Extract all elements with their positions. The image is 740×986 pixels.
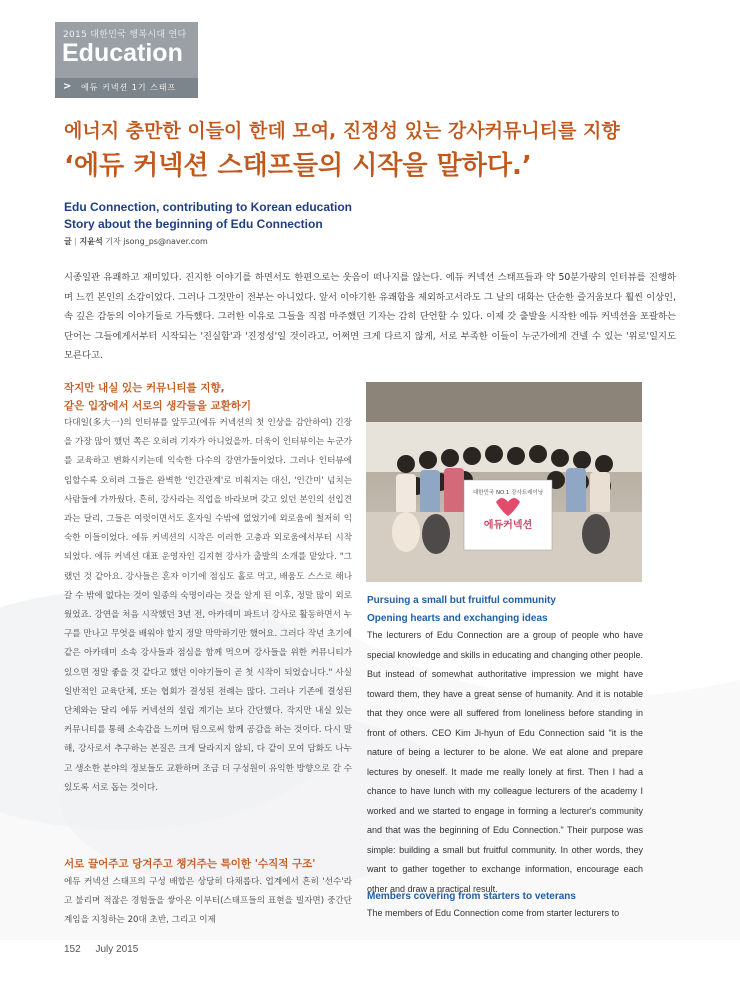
korean-section1-heading-line2: 같은 입장에서 서로의 생각들을 교환하기 <box>64 399 252 412</box>
group-photo <box>366 382 642 582</box>
korean-section2-heading: 서로 끌어주고 당겨주고 챙겨주는 특이한 '수직적 구조' <box>64 858 316 870</box>
english-section1-heading <box>367 592 556 627</box>
chevron-right-icon: > <box>63 81 72 92</box>
banner-title: 에듀커넥션 <box>483 520 533 531</box>
korean-section1-heading <box>64 380 251 415</box>
breadcrumb: 에듀 커넥션 1기 스태프 <box>81 83 177 92</box>
series-subtitle: 2015 대한민국 행복시대 연다 <box>63 30 187 40</box>
english-section2-body: The members of Edu Connection come from starter lecturers to <box>367 908 620 918</box>
group-photo-illustration <box>366 382 642 582</box>
english-section1-body: The lecturers of Edu Connection are a group of people who have special knowledge and skills in educating and changing other people. But instead of somewhat authoritative impression we might have toward them, they have a great sense of humanity. And it is notable that they once were all suffered from loneliness before standing in front of others. CEO Kim Ji-hyun of Edu Connection said "it is the nature of being a lecturer to be alone. We eat alone and prepare lectures by oneself. It made me really lonely at first. Then I had a chance to have lunch with my colleague lecturers of the academy I worked and we started to engage in forming a lecturer's community and that was the beginning of Edu Connection." Their purpose was simple: building a small but fruitful community. In other words, they want to gather together to exchange information, encourage each other and draw a practical result. <box>367 630 643 894</box>
banner-tagline: 대한민국 NO.1 강사트레이닝 <box>472 490 544 496</box>
headline-title: ‘에듀 커넥션 스태프들의 시작을 말하다.’ <box>64 151 532 181</box>
english-title-line1: Edu Connection, contributing to Korean education <box>64 200 352 214</box>
page-footer <box>64 944 150 955</box>
english-section2-heading: Members covering from starters to veterans <box>367 891 576 902</box>
author-name: 지윤석 <box>79 237 103 246</box>
english-title-line2: Story about the beginning of Edu Connection <box>64 217 323 231</box>
page-number: 152 <box>64 944 81 955</box>
breadcrumb-strip <box>55 78 198 98</box>
intro-paragraph: 시종일관 유쾌하고 재미있다. 진지한 이야기를 하면서도 한편으로는 웃음이 떠나지를 않는다. 에듀 커넥션 스태프들과 약 50분가량의 인터뷰를 진행하며 느낀 본인의 소감이었다. 그러나 그것만이 전부는 아니었다. 앞서 이야기한 유쾌함을 제외하고서라도 그 날의 대화는 단순한 즐거움보다 훨씬 이상인, 속 깊은 감동의 이야기들로 가득했다. 그러한 이유로 그들을 직접 마주했던 기자는 감히 단언할 수 있다. 이제 갓 출발을 시작한 에듀 커넥션을 포괄하는 단어는 그들에게서부터 시작되는 '진실함'과 '진정성'일 것이라고, 어쩌면 크게 다르지 않게, 서로 부족한 이들이 누군가에게 건넬 수 있는 '위로'일지도 모른다고. <box>64 272 676 361</box>
korean-section1-heading-line1: 작지만 내실 있는 커뮤니티를 지향, <box>64 382 225 394</box>
korean-section2-body: 에듀 커넥션 스태프의 구성 배합은 상당히 다채롭다. 업계에서 흔히 '선수'라고 불리며 적잖은 경험들을 쌓아온 이부터(스태프들의 표현을 빌자면) 중간단계임을 지칭하는 20대 초반, 그리고 이제 <box>64 877 352 926</box>
english-section1-heading-line1: Pursuing a small but fruitful community <box>367 595 556 606</box>
byline: 글 | 지윤석 기자 jsong_ps@naver.com <box>64 237 208 246</box>
author-email: jsong_ps@naver.com <box>123 237 208 246</box>
issue-date: July 2015 <box>95 944 139 955</box>
korean-section1-body: 다대일(多大一)의 인터뷰를 앞두고(에듀 커넥션의 첫 인상을 감안하여) 긴장을 가장 많이 했던 쪽은 오히려 기자가 아니었을까. 더욱이 인터뷰이는 누군가를 교육하고 변화시키는데 익숙한 다수의 강연가들이었다. 그러나 인터뷰에 임할수록 오히려 그들은 완벽한 '인간관계'로 비춰지는 대신, '인간미' 넘치는 사람들에 가까웠다. 흔히, 강사라는 직업을 바라보며 갖고 있던 본인의 선입견과는 달리, 그들은 여럿이면서도 혼자일 수밖에 없었기에 외로움에 철저히 익숙한 이들이었다. 에듀 커넥션의 시작은 이러한 고충과 외로움에서부터 시작되었다. 에듀 커넥션 대표 운영자인 김지현 강사가 출발의 소개를 맡았다. "그랬던 것 같아요. 강사들은 혼자 이기에 점심도 홀로 먹고, 배움도 스스로 해나갈 수 밖에 없다는 것이 일종의 숙명이라는 것을 알게 된 이후, 정말 많이 외로웠었죠. 강연을 처음 시작했던 3년 전, 아카데미 파트너 강사로 활동하면서 누구를 만나고 무엇을 배워야 할지 정말 막막하기만 했어요. 그러다 작년 초기에 같은 아카데미 소속 강사들과 점심을 함께 먹으며 강사들을 위한 커뮤니티가 있으면 정말 좋을 것 같다고 했던 이야기들이 곧 첫 시작이 되었습니다." 사실 일반적인 교육단체, 또는 협회가 결성된 전례는 많다. 그러나 기존에 결성된 단체와는 달리 에듀 커넥션의 설립 계기는 보다 간단했다. 작지만 내실 있는 커뮤니티를 통해 소속감을 느끼며 팀으로써 함께 공감을 하는 것이다. 다시 말해, 강사로서 추구하는 본질은 크게 달라지지 않되, 다 같이 모여 담화도 나누고 생소한 분야의 정보들도 교환하며 조금 더 구성원이 유익한 방향으로 갈 수 있도록 서로 돕는 것이다. <box>64 418 352 793</box>
byline-label: 글 <box>64 237 72 246</box>
headline-subtitle: 에너지 충만한 이들이 한데 모여, 진정성 있는 강사커뮤니티를 지향 <box>64 120 620 142</box>
section-title: Education <box>62 39 183 67</box>
english-section1-heading-line2: Opening hearts and exchanging ideas <box>367 612 548 624</box>
english-title <box>64 199 352 233</box>
author-role: 기자 <box>105 237 121 246</box>
section-header <box>55 22 198 98</box>
